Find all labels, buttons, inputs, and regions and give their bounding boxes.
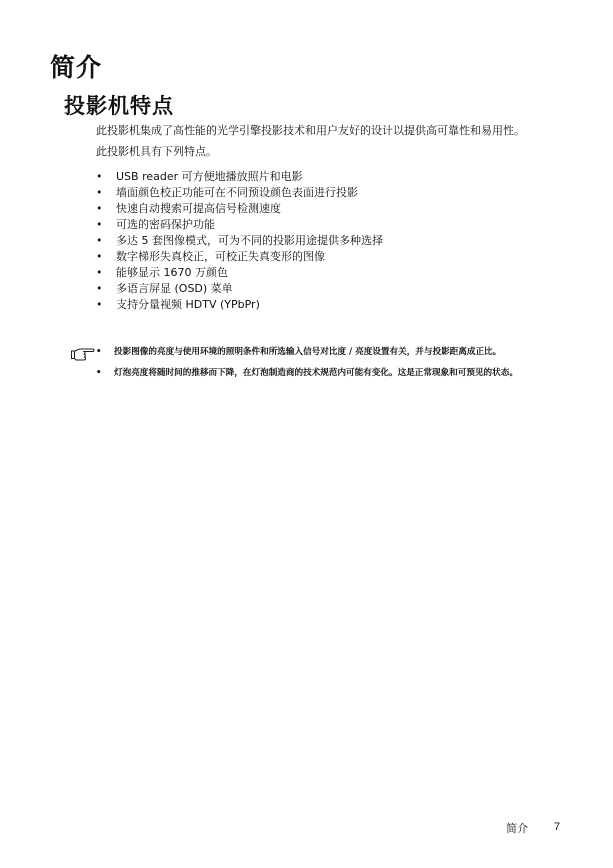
subsection-title: 投影机特点 xyxy=(64,94,174,118)
bullet-icon: • xyxy=(96,298,103,311)
feature-text: 墙面颜色校正功能可在不同预设颜色表面进行投影 xyxy=(116,186,358,199)
feature-list xyxy=(96,169,554,313)
bullet-icon: • xyxy=(96,282,103,295)
feature-item xyxy=(96,201,554,217)
feature-item xyxy=(96,265,554,281)
bullet-icon: • xyxy=(96,250,103,263)
feature-text: 能够显示 1670 万颜色 xyxy=(116,266,228,279)
feature-text: 数字梯形失真校正，可校正失真变形的图像 xyxy=(116,250,325,263)
feature-item xyxy=(96,185,554,201)
feature-item xyxy=(96,233,554,249)
bullet-icon: • xyxy=(96,234,103,247)
notes-list xyxy=(96,346,550,388)
note-text: 投影图像的亮度与使用环境的照明条件和所选输入信号对比度 / 亮度设置有关，并与投影距离成正比。 xyxy=(114,347,502,357)
page-number: 7 xyxy=(554,821,561,833)
bullet-icon: • xyxy=(96,368,102,378)
feature-item xyxy=(96,217,554,233)
feature-text: USB reader 可方便地播放照片和电影 xyxy=(116,170,303,183)
bullet-icon: • xyxy=(96,202,103,215)
bullet-icon: • xyxy=(96,266,103,279)
bullet-icon: • xyxy=(96,186,103,199)
bullet-icon: • xyxy=(96,347,102,357)
body-content xyxy=(96,124,554,313)
feature-text: 多达 5 套图像模式，可为不同的投影用途提供多种选择 xyxy=(116,234,383,247)
feature-text: 可选的密码保护功能 xyxy=(116,218,215,231)
feature-text: 快速自动搜索可提高信号检测速度 xyxy=(116,202,281,215)
feature-text: 支持分量视频 HDTV (YPbPr) xyxy=(116,298,260,311)
feature-item xyxy=(96,281,554,297)
bullet-icon: • xyxy=(96,170,103,183)
feature-item xyxy=(96,249,554,265)
intro-lead: 此投影机具有下列特点。 xyxy=(96,145,217,158)
feature-item xyxy=(96,169,554,185)
feature-text: 多语言屏显 (OSD) 菜单 xyxy=(116,282,233,295)
intro-paragraph: 此投影机集成了高性能的光学引擎投影技术和用户友好的设计以提供高可靠性和易用性。 xyxy=(96,124,525,137)
bullet-icon: • xyxy=(96,218,103,231)
footer-section-label: 简介 xyxy=(506,822,528,835)
feature-item xyxy=(96,297,554,313)
note-item xyxy=(96,367,550,380)
note-item xyxy=(96,346,550,359)
section-title: 简介 xyxy=(50,53,103,82)
note-text: 灯泡亮度将随时间的推移而下降，在灯泡制造商的技术规范内可能有变化。这是正常现象和可预见的状态。 xyxy=(114,368,518,378)
